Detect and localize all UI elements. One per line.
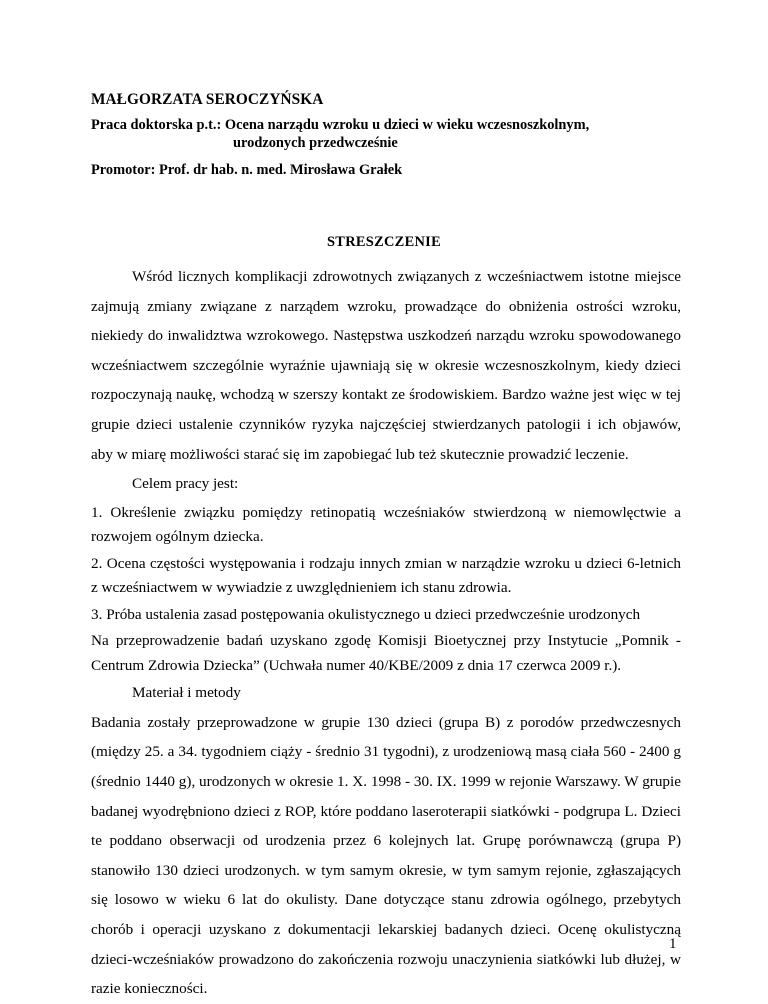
- author-name: MAŁGORZATA SEROCZYŃSKA: [91, 91, 324, 108]
- aim-heading: Celem pracy jest:: [132, 475, 239, 493]
- aim-item-2: 2. Ocena częstości występowania i rodzaju innych zmian w narządzie wzroku u dzieci 6-letnich z wcześniactwem w wywiadzie z uwzględnieniem ich stanu zdrowia.: [91, 554, 681, 597]
- page-number: 1: [669, 936, 677, 952]
- promotor-line: Promotor: Prof. dr hab. n. med. Mirosława Grałek: [91, 162, 403, 178]
- thesis-title-line-1: Praca doktorska p.t.: Ocena narządu wzroku u dzieci w wieku wczesnoszkolnym,: [91, 117, 590, 133]
- ethics-paragraph: Na przeprowadzenie badań uzyskano zgodę Komisji Bioetycznej przy Instytucie „Pomnik - Centrum Zdrowia Dziecka” (Uchwała numer 40/KBE/2009 z dnia 17 czerwca 2009 r.).: [91, 632, 681, 674]
- aim-item-3: 3. Próba ustalenia zasad postępowania okulistycznego u dzieci przedwcześnie urodzonych: [91, 605, 641, 623]
- methods-paragraph: Badania zostały przeprowadzone w grupie 130 dzieci (grupa B) z porodów przedwczesnych (między 25. a 34. tygodniem ciąży - średnio 31 tygodni), z urodzeniową masą ciała 560 - 2400 g (średnio 1440 g), urodzonych w okresie 1. X. 1998 - 30. IX. 1999 w rejonie Warszawy. W grupie badanej wyodrębniono dzieci z ROP, które poddano laseroterapii siatkówki - podgrupa L. Dzieci te poddano obserwacji od urodzenia przez 6 kolejnych lat. Grupę porównawczą (grupa P) stanowiło 130 dzieci urodzonych. w tym samym okresie, w tym samym rejonie, zgłaszających się losowo w wieku 6 lat do okulisty. Dane dotyczące stanu zdrowia ogólnego, przebytych chorób i operacji uzyskano z dokumentacji lekarskiej badanych dzieci. Ocenę okulistyczną dzieci-wcześniaków prowadzono do zakończenia rozwoju unaczynienia siatkówki lub dłużej, w razie konieczności.: [91, 713, 681, 998]
- methods-heading: Materiał i metody: [132, 684, 241, 702]
- abstract-body: [91, 262, 681, 1004]
- aim-item-1: 1. Określenie związku pomiędzy retinopatią wcześniaków stwierdzoną w niemowlęctwie a rozwojem ogólnym dziecka.: [91, 503, 681, 546]
- thesis-title-line-2: urodzonych przedwcześnie: [233, 135, 398, 151]
- section-heading: STRESZCZENIE: [327, 234, 441, 250]
- intro-paragraph: Wśród licznych komplikacji zdrowotnych związanych z wcześniactwem istotne miejsce zajmują zmiany związane z narządem wzroku, prowadzące do obniżenia ostrości wzroku, niekiedy do inwalidztwa wzrokowego. Następstwa uszkodzeń narządu wzroku spowodowanego wcześniactwem szczególnie wyraźnie ujawniają się w okresie wczesnoszkolnym, kiedy dzieci rozpoczynają naukę, wchodzą w szerszy kontakt ze środowiskiem. Bardzo ważne jest więc w tej grupie dzieci ustalenie czynników ryzyka najczęściej stwierdzanych patologii i ich objawów, aby w miarę możliwości starać się im zapobiegać lub też skutecznie prowadzić leczenie.: [91, 268, 681, 463]
- thesis-title: [91, 116, 691, 152]
